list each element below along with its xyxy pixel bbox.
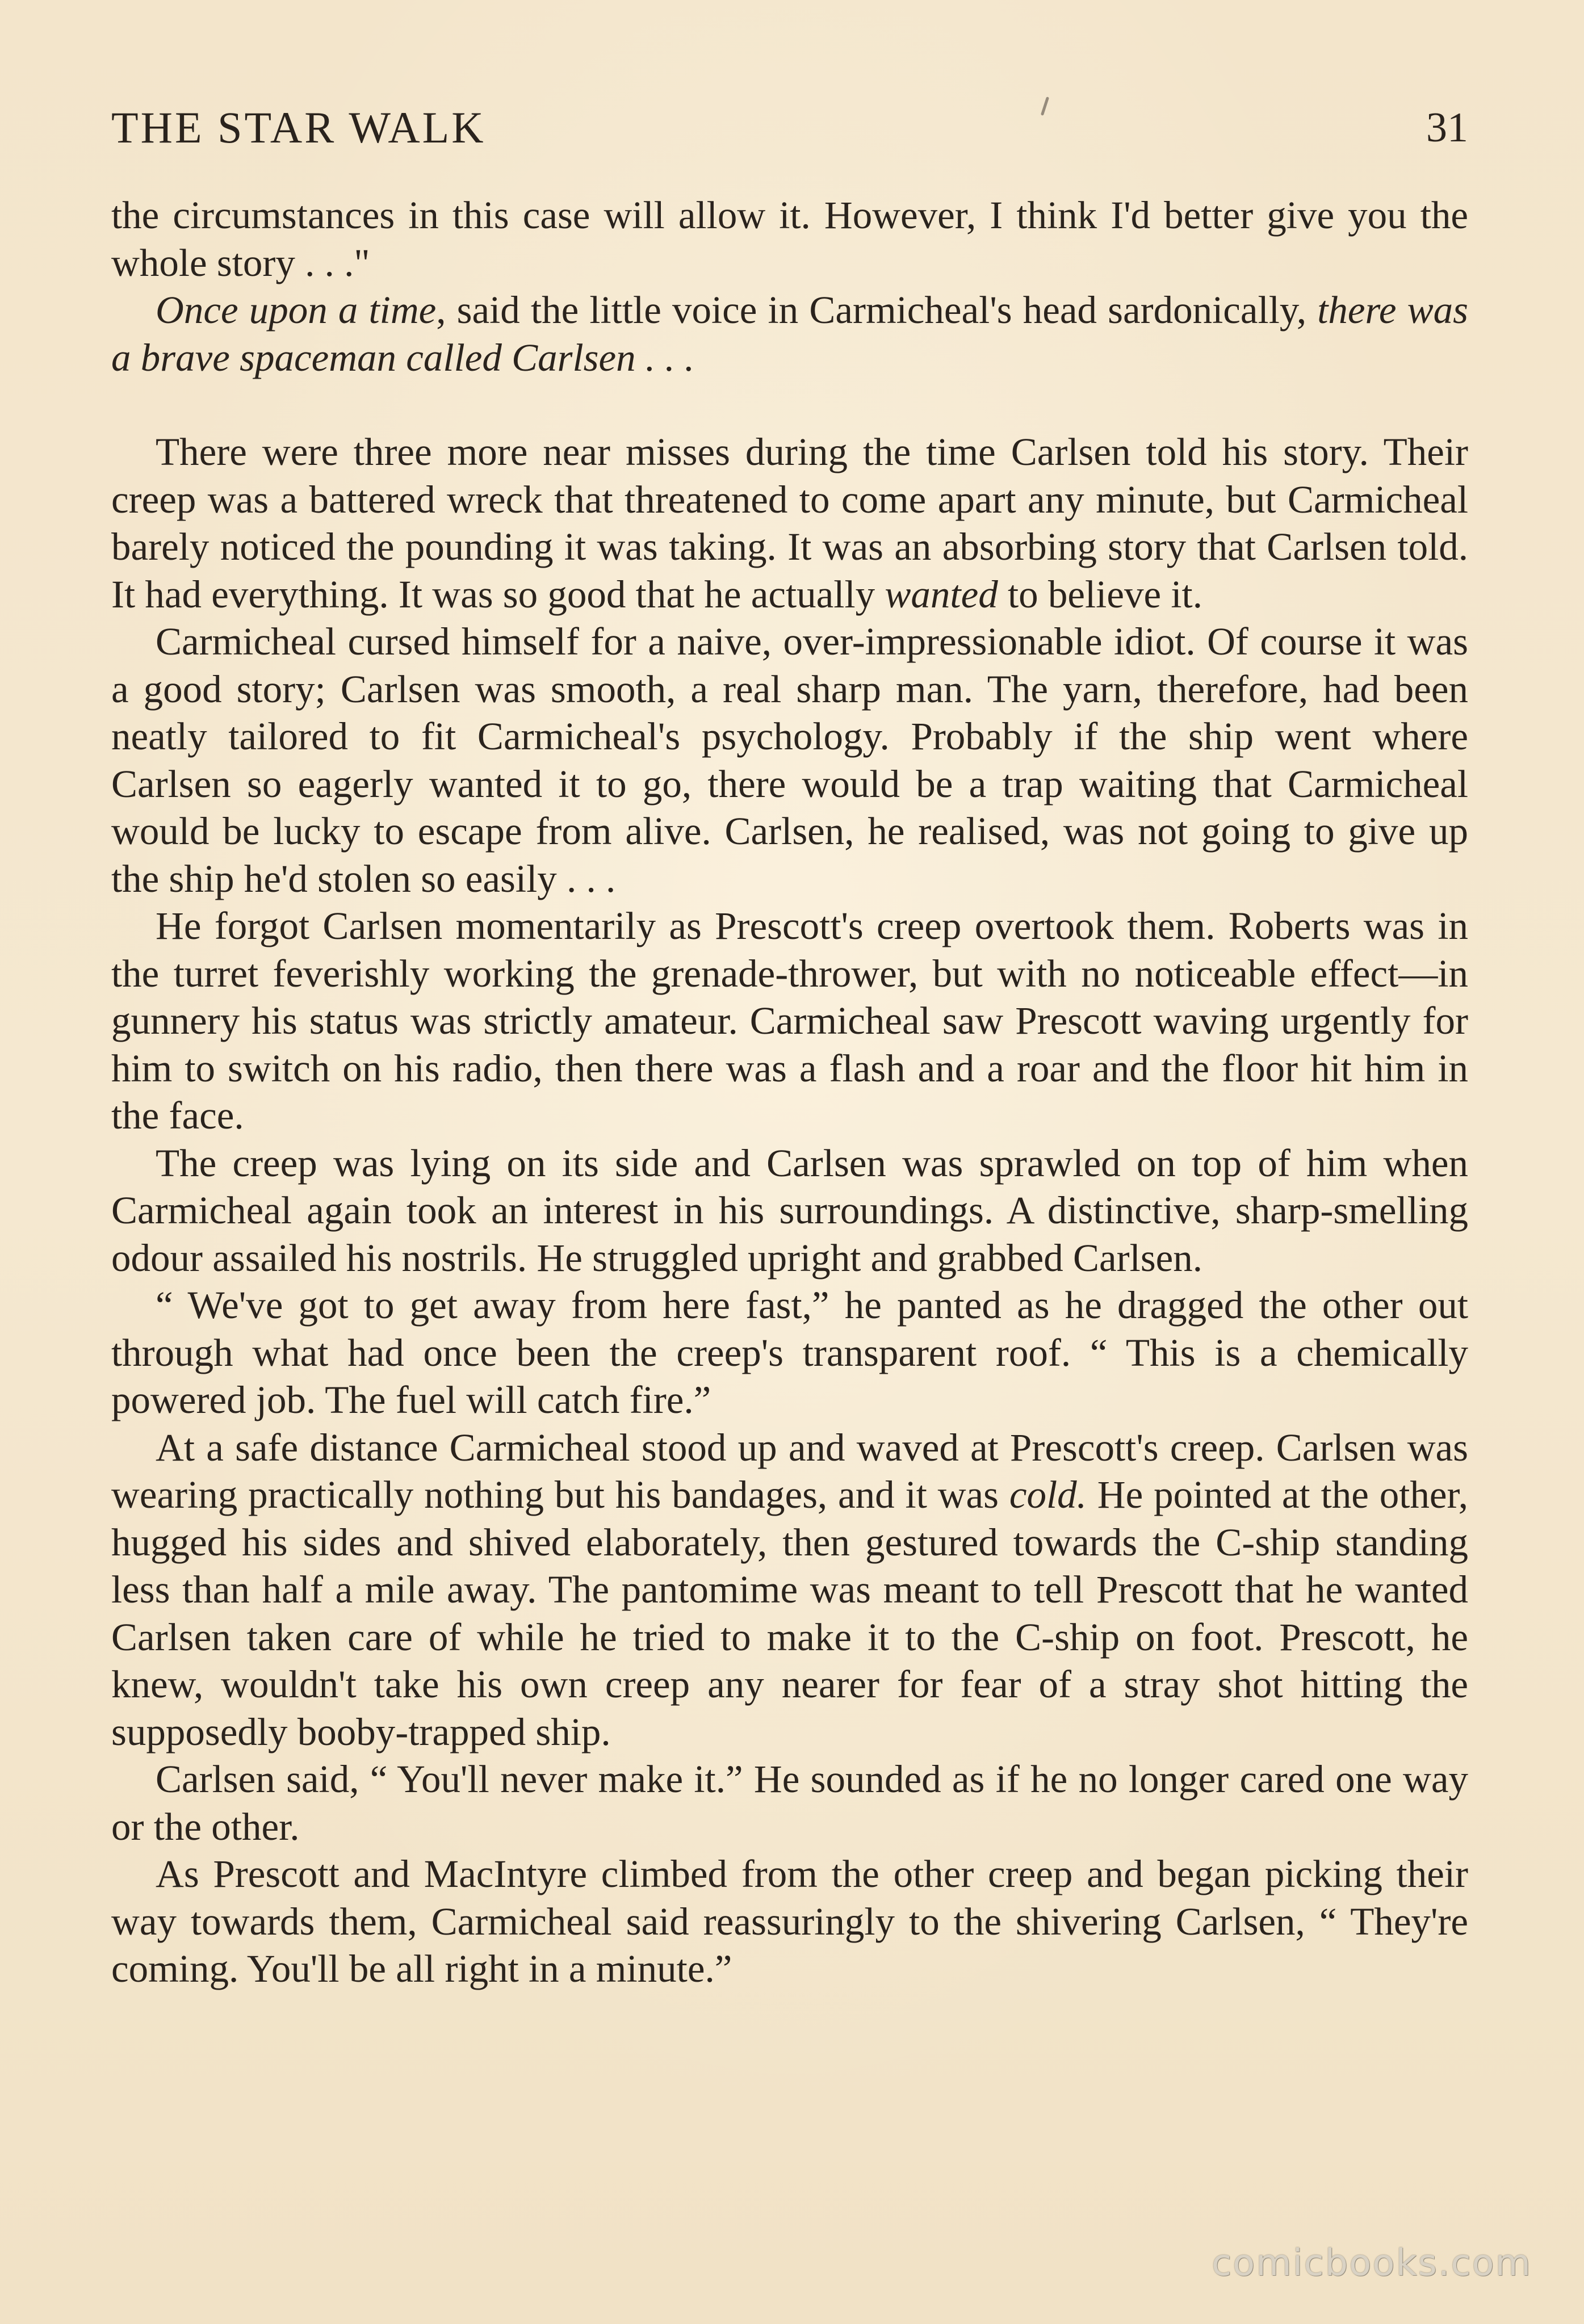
paragraph-continuation: the circumstances in this case will allow it. However, I think I'd better give you the whole story . . ." xyxy=(111,194,1468,284)
paragraph-safe-distance xyxy=(111,1424,1468,1756)
paragraph-theyre-coming: As Prescott and MacIntyre climbed from the other creep and began picking their way towards them, Carmicheal said reassuringly to the shivering Carlsen, “ They're coming. You'll be all right in a minute.” xyxy=(111,1852,1468,1990)
paragraph-get-away: “ We've got to get away from here fast,” he panted as he dragged the other out through what had once been the creep's transparent roof. “ This is a chemically powered job. The fuel will catch fire.” xyxy=(111,1283,1468,1421)
italic-word: wanted xyxy=(885,572,998,616)
watermark: comicbooks.com xyxy=(1211,2242,1532,2284)
paragraph-forgot: He forgot Carlsen momentarily as Prescott's creep overtook them. Roberts was in the turret feverishly working the grenade-thrower, but with no noticeable effect—in gunnery his status was strictly amateur. Carmicheal saw Prescott waving urgently for him to switch on his radio, then there was a flash and a roar and the floor hit him in the face. xyxy=(111,904,1468,1137)
paragraph-near-misses xyxy=(111,429,1468,618)
running-head: THE STAR WALK xyxy=(111,103,486,152)
paragraph-text: He pointed at the other, hugged his sides and shived elaborately, then gestured towards the C-ship standing less than half a mile away. The pantomime was meant to tell Prescott that he wanted Carlsen taken care of while he tried to make it to the C-ship on foot. Prescott, he knew, wouldn't take his own creep any nearer for fear of a stray shot hitting the supposedly booby-trapped ship. xyxy=(111,1473,1468,1754)
paragraph-text: , said the little voice in Carmicheal's head sardonically, xyxy=(436,288,1318,332)
italic-phrase: Once upon a time xyxy=(156,288,437,332)
paragraph-text: There were three more near misses during the time Carlsen told his story. Their creep was a battered wreck that threatened to come apart any minute, but Carmicheal barely noticed the pounding it was taking. It was an absorbing story that Carlsen told. It had everything. It was so good that he actually xyxy=(111,430,1468,616)
paragraph-text: to believe it. xyxy=(998,572,1202,616)
section-break xyxy=(111,381,1468,429)
italic-word: cold. xyxy=(1009,1473,1087,1516)
paragraph-voice xyxy=(111,287,1468,381)
body-text xyxy=(111,192,1468,1993)
page-number: 31 xyxy=(1426,104,1468,151)
paragraph-text: At a safe distance Carmicheal stood up and waved at Prescott's creep. Carlsen was wearing practically nothing but his bandages, and it was xyxy=(111,1425,1468,1516)
paragraph-never-make-it: Carlsen said, “ You'll never make it.” He sounded as if he no longer cared one way or the other. xyxy=(111,1757,1468,1848)
paragraph-creep-side: The creep was lying on its side and Carlsen was sprawled on top of him when Carmicheal again took an interest in his surroundings. A distinctive, sharp-smelling odour assailed his nostrils. He struggled upright and grabbed Carlsen. xyxy=(111,1141,1468,1280)
paragraph-cursed: Carmicheal cursed himself for a naive, over-impressionable idiot. Of course it was a good story; Carlsen was smooth, a real sharp man. The yarn, therefore, had been neatly tailored to fit Carmicheal's psychology. Probably if the ship went where Carlsen so eagerly wanted it to go, there would be a trap waiting that Carmicheal would be lucky to escape from alive. Carlsen, he realised, was not going to give up the ship he'd stolen so easily . . . xyxy=(111,620,1468,900)
page-header xyxy=(111,102,1468,153)
italic-phrase: there was a brave spaceman called Carlsen . . . xyxy=(111,288,1468,379)
